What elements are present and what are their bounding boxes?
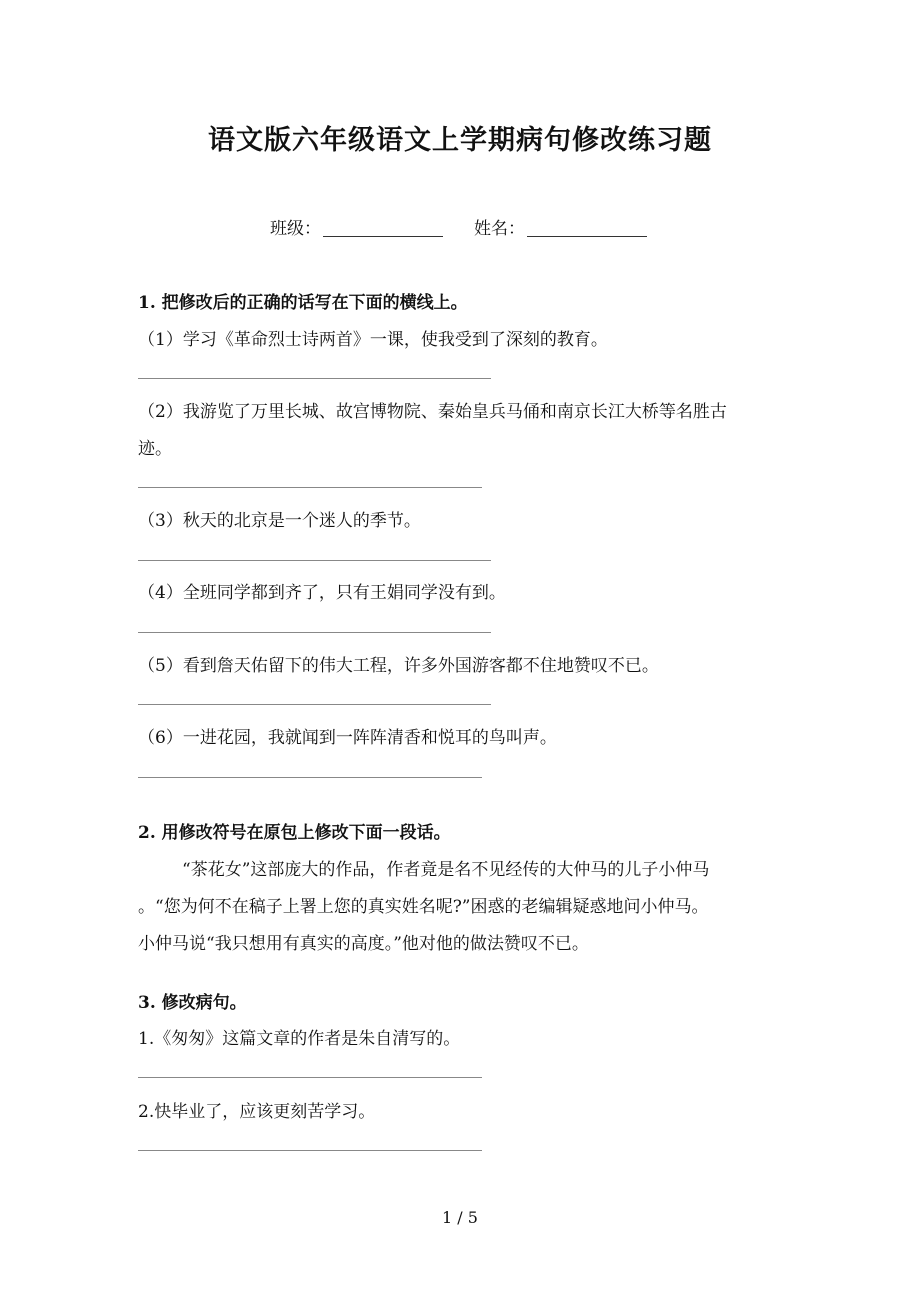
page-number: 1 / 5 [442, 1208, 478, 1227]
answer-line-1[interactable] [138, 378, 491, 379]
section3-item-2: 2.快毕业了，应该更刻苦学习。 [138, 1102, 376, 1122]
section1-item-1: （1）学习《革命烈士诗两首》一课，使我受到了深刻的教育。 [138, 330, 608, 350]
class-blank[interactable] [323, 220, 443, 237]
page-title: 语文版六年级语文上学期病句修改练习题 [208, 125, 712, 156]
name-label: 姓名： [474, 219, 525, 239]
section2-paragraph-line-2: 。“您为何不在稿子上署上您的真实姓名呢?”困惑的老编辑疑惑地问小仲马。 [138, 897, 709, 917]
section3-item-1: 1.《匆匆》这篇文章的作者是朱自清写的。 [138, 1029, 461, 1049]
answer-line-8[interactable] [138, 1150, 482, 1151]
section1-item-5: （5）看到詹天佑留下的伟大工程，许多外国游客都不住地赞叹不已。 [138, 656, 659, 676]
name-field [474, 214, 647, 239]
section3-heading: 3. 修改病句。 [138, 993, 247, 1013]
answer-line-2[interactable] [138, 487, 482, 488]
class-label: 班级： [270, 219, 321, 239]
section2-paragraph-line-3: 小仲马说“我只想用有真实的高度。”他对他的做法赞叹不已。 [138, 934, 589, 954]
answer-line-5[interactable] [138, 704, 491, 705]
section1-item-2: （2）我游览了万里长城、故宫博物院、秦始皇兵马俑和南京长江大桥等名胜古 [138, 402, 727, 422]
section1-item-6: （6）一进花园，我就闻到一阵阵清香和悦耳的鸟叫声。 [138, 728, 557, 748]
name-blank[interactable] [527, 220, 647, 237]
section1-item-3: （3）秋天的北京是一个迷人的季节。 [138, 511, 421, 531]
answer-line-6[interactable] [138, 777, 482, 778]
section2-heading: 2. 用修改符号在原包上修改下面一段话。 [138, 823, 451, 843]
section1-heading: 1. 把修改后的正确的话写在下面的横线上。 [138, 293, 468, 313]
section2-paragraph-line-1: “茶花女”这部庞大的作品，作者竟是名不见经传的大仲马的儿子小仲马 [182, 860, 710, 880]
answer-line-4[interactable] [138, 632, 491, 633]
section1-item-2-cont: 迹。 [138, 439, 172, 459]
class-field [270, 214, 443, 239]
answer-line-3[interactable] [138, 560, 491, 561]
answer-line-7[interactable] [138, 1077, 482, 1078]
section1-item-4: （4）全班同学都到齐了，只有王娟同学没有到。 [138, 583, 506, 603]
